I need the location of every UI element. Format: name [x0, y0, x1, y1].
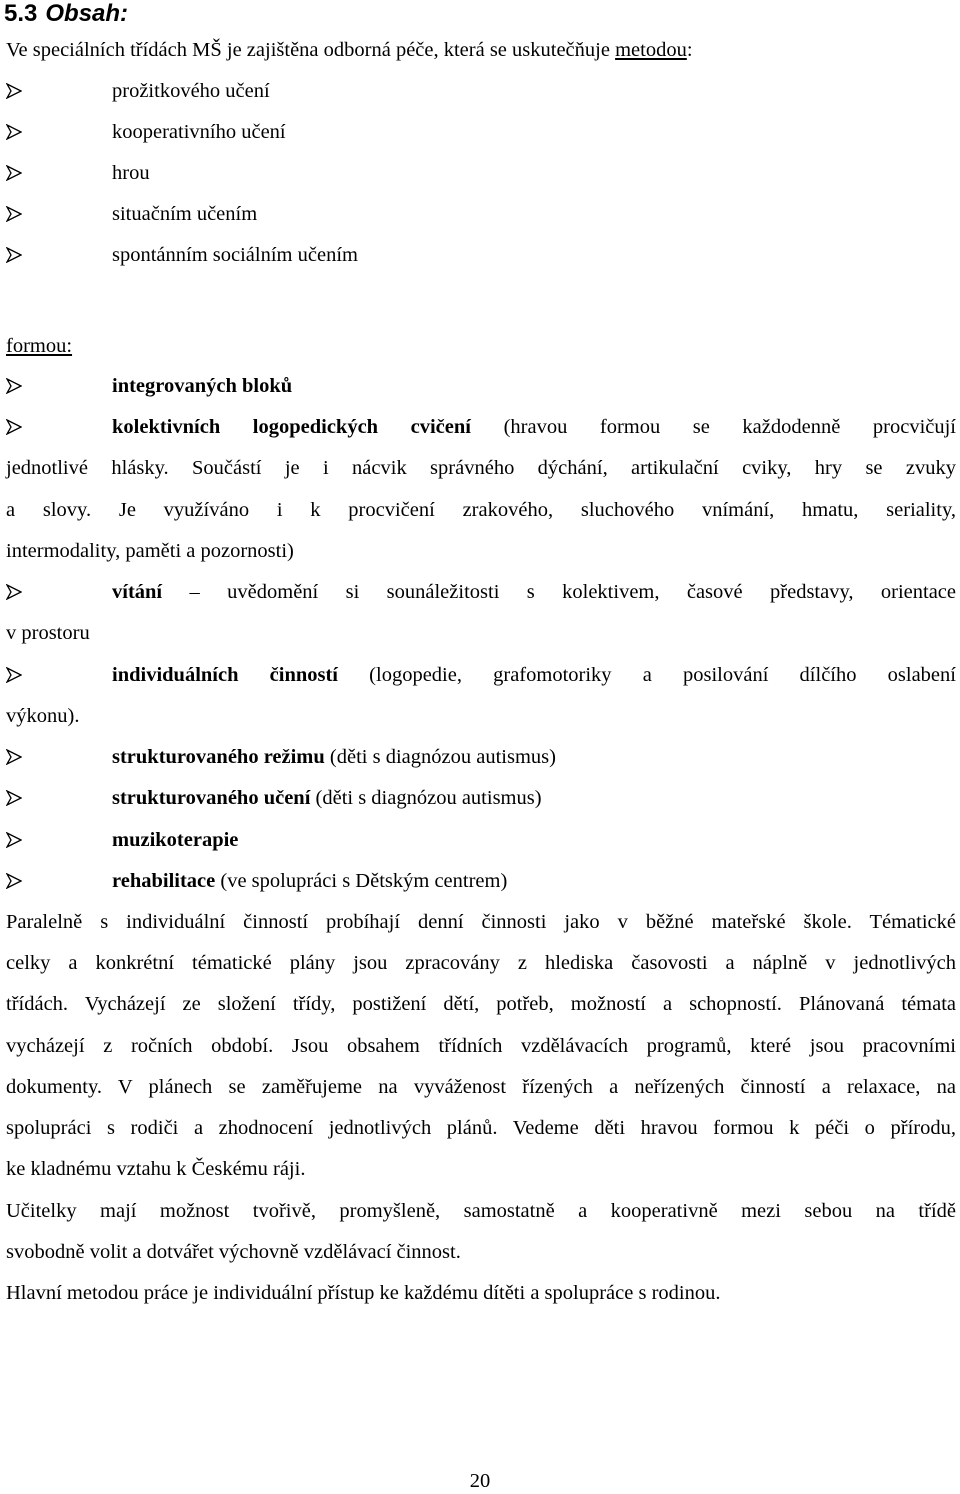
form-item-bold: strukturovaného režimu [112, 746, 325, 768]
form-item-welcoming [112, 579, 956, 605]
arrow-bullet-icon [6, 579, 28, 600]
form-item-music-therapy: muzikoterapie [112, 829, 239, 851]
method-item: kooperativního učení [112, 121, 286, 143]
form-item-bold: strukturovaného učení [112, 787, 311, 809]
form-item-logopedic-exercises [112, 414, 956, 440]
method-item: hrou [112, 162, 150, 184]
form-item-bold: vítání [112, 581, 163, 603]
section-heading [4, 0, 128, 28]
paragraph-line: vycházejí z ročních období. Jsou obsahem třídních vzdělávacích programů, které jsou pracovními [6, 1035, 956, 1057]
section-number: 5.3 [4, 0, 38, 27]
form-item-text: – uvědomění si sounáležitosti s kolektivem, časové představy, orientace [189, 581, 956, 603]
text-line: v prostoru [6, 622, 90, 644]
arrow-bullet-icon [6, 119, 28, 140]
arrow-bullet-icon [6, 160, 28, 181]
intro-underlined-word: metodou [615, 39, 687, 61]
arrow-bullet-icon [6, 662, 28, 683]
text-line: jednotlivé hlásky. Součástí je i nácvik správného dýchání, artikulační cviky, hry se zvuky [6, 457, 956, 479]
form-item-rehabilitation [112, 868, 956, 894]
paragraph-line: třídách. Vycházejí ze složení třídy, postižení dětí, potřeb, možností a schopností. Plánovaná témata [6, 993, 956, 1015]
intro-text: Ve speciálních třídách MŠ je zajištěna odborná péče, která se uskutečňuje [6, 39, 616, 61]
form-item-bold: rehabilitace [112, 870, 216, 892]
form-item-structured-learning [112, 785, 956, 811]
arrow-bullet-icon [6, 201, 28, 222]
form-item-text: (hravou formou se každodenně procvičují [503, 416, 957, 438]
arrow-bullet-icon [6, 744, 28, 765]
paragraph-line: Paralelně s individuální činností probíhají denní činnosti jako v běžné mateřské škole. Tématické [6, 911, 956, 933]
section-title: Obsah: [45, 0, 129, 27]
form-item-bold: kolektivních logopedických cvičení [112, 416, 471, 438]
paragraph-line: celky a konkrétní tématické plány jsou zpracovány z hlediska časovosti a náplně v jednotlivých [6, 952, 956, 974]
method-item: situačním učením [112, 203, 258, 225]
paragraph-line: Hlavní metodou práce je individuální přístup ke každému dítěti a spolupráce s rodinou. [6, 1282, 721, 1304]
text-line: a slovy. Je využíváno i k procvičení zrakového, sluchového vnímání, hmatu, seriality, [6, 499, 956, 521]
method-item: spontánním sociálním učením [112, 244, 358, 266]
paragraph-line: dokumenty. V plánech se zaměřujeme na vyváženost řízených a neřízených činností a relaxace, na [6, 1076, 956, 1098]
form-item-text: (logopedie, grafomotoriky a posilování dílčího oslabení [369, 664, 956, 686]
arrow-bullet-icon [6, 242, 28, 263]
paragraph-line: spolupráci s rodiči a zhodnocení jednotlivých plánů. Vedeme děti hravou formou k péči o přírodu, [6, 1117, 956, 1139]
form-item-individual-activities [112, 662, 956, 688]
form-item-text: (děti s diagnózou autismus) [310, 787, 542, 809]
paragraph-line: svobodně volit a dotvářet výchovně vzdělávací činnost. [6, 1241, 461, 1263]
text-line: intermodality, paměti a pozornosti) [6, 540, 294, 562]
arrow-bullet-icon [6, 78, 28, 99]
form-item-text: (ve spolupráci s Dětským centrem) [215, 870, 508, 892]
form-item-bold: individuálních činností [112, 664, 338, 686]
paragraph-line: ke kladnému vztahu k Českému ráji. [6, 1158, 306, 1180]
form-item-text: (děti s diagnózou autismus) [324, 746, 556, 768]
paragraph-line: Učitelky mají možnost tvořivě, promyšleně, samostatně a kooperativně mezi sebou na třídě [6, 1200, 956, 1222]
intro-colon: : [686, 39, 693, 61]
forms-label: formou: [6, 335, 73, 357]
page-number: 20 [469, 1470, 491, 1492]
arrow-bullet-icon [6, 414, 28, 435]
arrow-bullet-icon [6, 785, 28, 806]
form-item-integrated-blocks: integrovaných bloků [112, 375, 293, 397]
arrow-bullet-icon [6, 868, 28, 889]
arrow-bullet-icon [6, 827, 28, 848]
text-line: výkonu). [6, 705, 80, 727]
arrow-bullet-icon [6, 373, 28, 394]
form-item-structured-regime [112, 744, 956, 770]
intro-line [6, 37, 956, 63]
method-item: prožitkového učení [112, 80, 270, 102]
